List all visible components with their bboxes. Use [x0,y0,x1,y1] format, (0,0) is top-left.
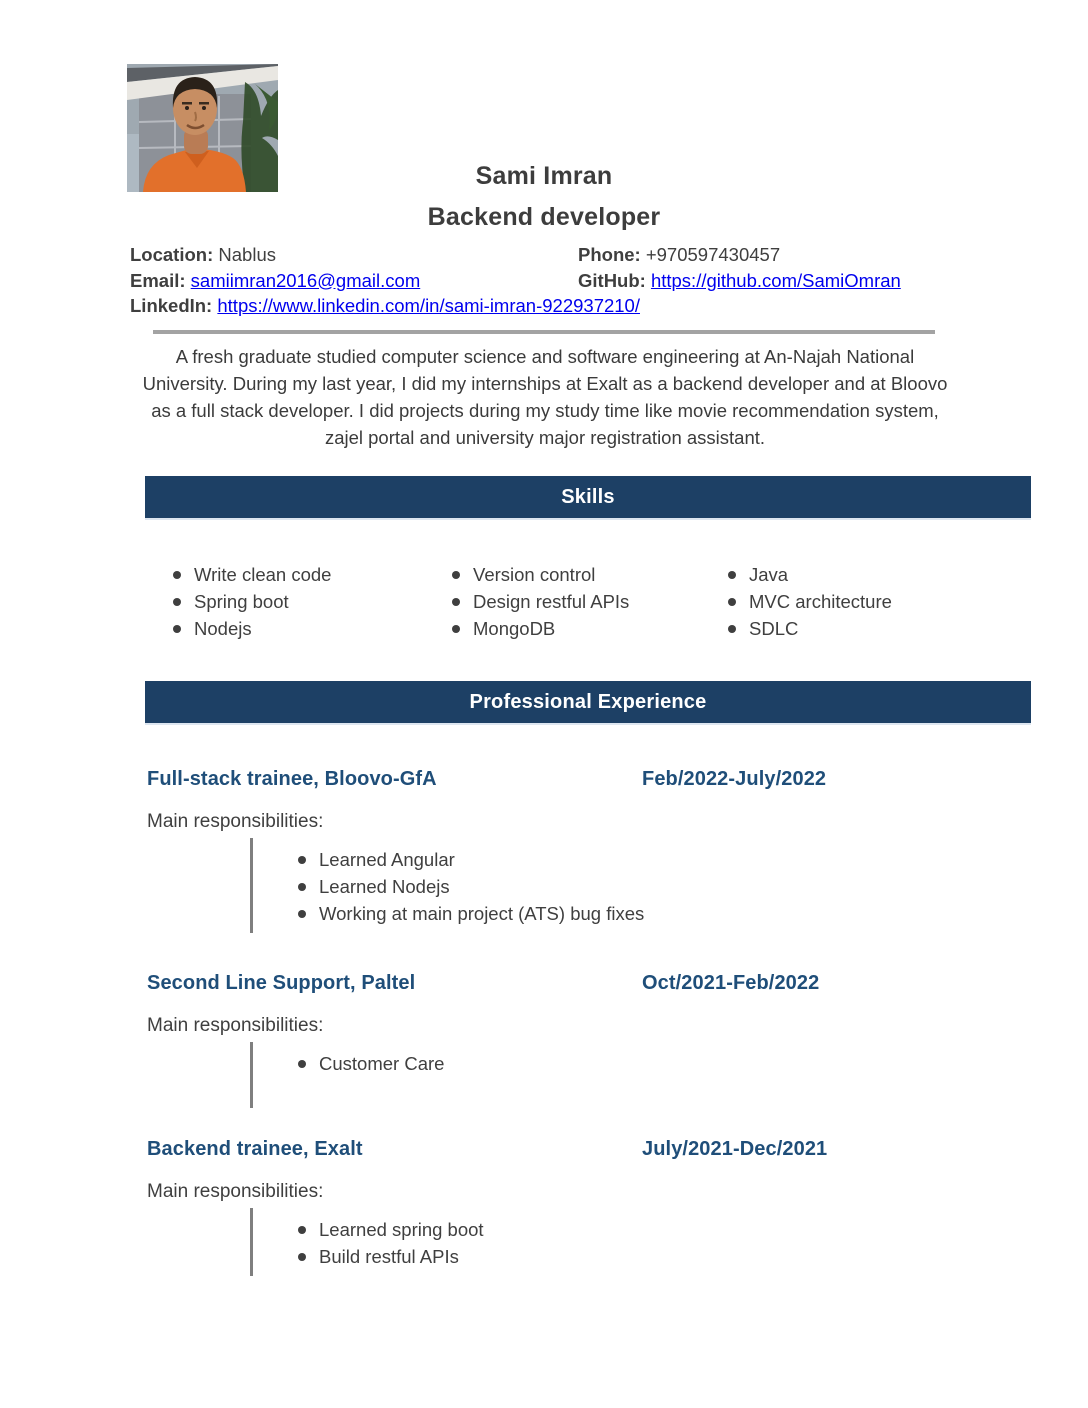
responsibilities-list [253,846,1031,927]
person-job-title: Backend developer [427,203,661,231]
responsibilities-block [250,1042,1031,1108]
contact-linkedin [130,293,968,319]
responsibility-label: Learned spring boot [319,1219,484,1240]
linkedin-link[interactable]: https://www.linkedin.com/in/sami-imran-922937210/ [217,295,640,316]
job-head [147,1138,1031,1165]
job-entry-exalt [147,1138,1031,1276]
responsibility-label: Learned Nodejs [319,876,450,897]
skill-label: Write clean code [194,564,332,585]
job-dates: Feb/2022-July/2022 [642,768,827,790]
skill-item [728,588,892,615]
responsibilities-list [253,1050,1031,1077]
responsibility-label: Working at main project (ATS) bug fixes [319,903,645,924]
responsibility-item [298,1216,1031,1243]
skills-list [145,561,1031,646]
responsibilities-block [250,1208,1031,1276]
github-label: GitHub: [578,269,646,291]
skill-label: Java [749,564,789,585]
responsibility-item [298,900,1031,927]
skills-heading: Skills [561,485,615,508]
contact-location [130,242,578,268]
skill-item [452,588,629,615]
responsibility-item [298,1243,1031,1270]
responsibility-label: Customer Care [319,1053,445,1074]
linkedin-label: LinkedIn: [130,295,213,316]
contact-email [130,268,578,294]
responsibility-label: Build restful APIs [319,1246,459,1267]
bullet-dot-icon [173,625,181,633]
skills-column-2 [452,561,629,642]
contact-row-3 [130,293,968,319]
job-entry-paltel [147,972,1031,1108]
job-title: Second Line Support, Paltel [147,972,416,994]
bullet-dot-icon [298,1253,306,1261]
experience-heading: Professional Experience [469,690,707,713]
bullet-dot-icon [728,598,736,606]
skill-item [173,615,331,642]
header-divider [153,330,935,334]
contact-row-2 [130,268,968,294]
email-label: Email: [130,269,186,291]
location-value: Nablus [218,244,276,265]
skill-item [452,615,629,642]
location-label: Location: [130,244,214,265]
bullet-dot-icon [298,910,306,918]
job-title: Backend trainee, Exalt [147,1138,363,1160]
skill-item [452,561,629,588]
bullet-dot-icon [452,625,460,633]
responsibilities-label: Main responsibilities: [147,1181,324,1202]
github-link[interactable]: https://github.com/SamiOmran [650,269,901,291]
bullet-dot-icon [298,883,306,891]
job-entry-bloovo [147,768,1031,933]
responsibility-item [298,846,1031,873]
contact-github [578,268,968,294]
person-name: Sami Imran [475,162,613,190]
skill-label: Nodejs [194,618,252,639]
skill-item [728,561,892,588]
bullet-dot-icon [728,571,736,579]
bullet-dot-icon [298,1060,306,1068]
skill-label: Design restful APIs [473,591,630,612]
skill-label: SDLC [749,618,799,639]
job-dates: Oct/2021-Feb/2022 [642,972,820,994]
job-head [147,768,1031,795]
experience-section-header [145,681,1031,725]
bullet-dot-icon [173,571,181,579]
bullet-dot-icon [298,856,306,864]
skill-label: Spring boot [194,591,289,612]
responsibility-item [298,873,1031,900]
job-title: Full-stack trainee, Bloovo-GfA [147,768,437,790]
phone-value: +970597430457 [645,244,781,265]
responsibilities-label: Main responsibilities: [147,811,324,832]
responsibilities-list [253,1216,1031,1270]
job-head [147,972,1031,999]
skill-label: MongoDB [473,618,556,639]
skills-section-header [145,476,1031,520]
job-dates: July/2021-Dec/2021 [642,1138,828,1160]
skills-column-1 [173,561,331,642]
skills-column-3 [728,561,892,642]
skill-item [173,561,331,588]
contact-info [130,242,968,319]
responsibility-item [298,1050,1031,1077]
contact-row-1 [130,242,968,268]
responsibilities-label: Main responsibilities: [147,1015,324,1036]
skill-item [173,588,331,615]
responsibilities-block [250,838,1031,933]
email-link[interactable]: samiimran2016@gmail.com [190,269,421,291]
phone-label: Phone: [578,244,641,265]
bullet-dot-icon [452,598,460,606]
skill-label: Version control [473,564,596,585]
skill-label: MVC architecture [749,591,892,612]
summary-paragraph: A fresh graduate studied computer science and software engineering at An-Najah National University. During my last year, I did my internships at Exalt as a backend developer and at Bloovo as a full stack developer. I did projects during my study time like movie recommendation system, zajel portal and university major registration assistant. [142,346,948,448]
contact-phone [578,242,968,268]
bullet-dot-icon [173,598,181,606]
bullet-dot-icon [298,1226,306,1234]
bullet-dot-icon [452,571,460,579]
bullet-dot-icon [728,625,736,633]
skill-item [728,615,892,642]
responsibility-label: Learned Angular [319,849,455,870]
